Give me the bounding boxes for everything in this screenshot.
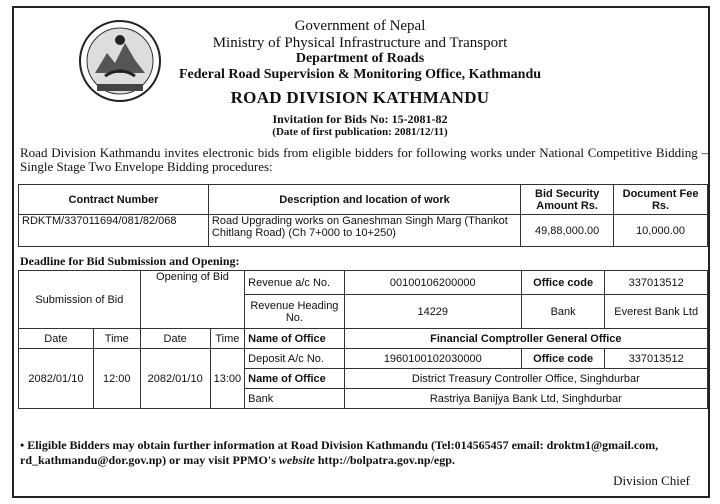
opening-date: 2082/01/10 <box>140 349 210 409</box>
submission-time-label: Time <box>93 329 140 349</box>
bid-security-amount: 49,88,000.00 <box>521 215 614 247</box>
table-row <box>19 329 708 349</box>
office-code-label: Office code <box>521 349 605 369</box>
header-document-fee: Document Fee Rs. <box>614 185 708 215</box>
contact-note <box>20 438 708 468</box>
signatory: Division Chief <box>613 473 690 488</box>
office-name-value: Financial Comptroller General Office <box>344 329 707 349</box>
header-description: Description and location of work <box>208 185 520 215</box>
deadline-label: Deadline for Bid Submission and Opening: <box>20 254 240 268</box>
works-table <box>18 184 708 247</box>
revenue-heading-label: Revenue Heading No. <box>245 295 344 329</box>
work-description: Road Upgrading works on Ganeshman Singh Marg (Thankot Chitlang Road) (Ch 7+000 to 10+250) <box>208 215 520 247</box>
office-name-label: Name of Office <box>245 329 344 349</box>
header-bid-security: Bid Security Amount Rs. <box>521 185 614 215</box>
table-row <box>19 215 708 247</box>
contract-number: RDKTM/337011694/081/82/068 <box>19 215 209 247</box>
revenue-ac-number: 00100106200000 <box>344 271 521 295</box>
document-fee: 10,000.00 <box>614 215 708 247</box>
office-name-label: Name of Office <box>245 369 344 389</box>
office-name-value: District Treasury Controller Office, Singhdurbar <box>344 369 707 389</box>
page-title: ROAD DIVISION KATHMANDU <box>230 88 490 107</box>
deposit-ac-label: Deposit A/c No. <box>245 349 344 369</box>
table-row <box>19 271 708 295</box>
revenue-heading-number: 14229 <box>344 295 521 329</box>
contact-text: • Eligible Bidders may obtain further information at Road Division Kathmandu (Tel:014565457 email: droktm1@gmail.com, rd_kathmandu@dor.gov.np) or may visit PPMO's <box>20 438 659 467</box>
deposit-ac-number: 1960100102030000 <box>344 349 521 369</box>
bank-name: Rastriya Banijya Bank Ltd, Singhdurbar <box>344 389 707 409</box>
header-ministry: Ministry of Physical Infrastructure and Transport <box>212 35 508 51</box>
opening-label: Opening of Bid <box>140 271 244 329</box>
header-contract-number: Contract Number <box>19 185 209 215</box>
schedule-table <box>18 270 708 409</box>
website-word: website <box>278 453 315 467</box>
office-code-label: Office code <box>521 271 605 295</box>
office-code-value: 337013512 <box>605 349 708 369</box>
opening-date-label: Date <box>140 329 210 349</box>
invitation-number: Invitation for Bids No: 15-2081-82 <box>272 112 448 126</box>
submission-time: 12:00 <box>93 349 140 409</box>
bank-label: Bank <box>521 295 605 329</box>
opening-time-label: Time <box>210 329 245 349</box>
works-header-row <box>19 185 708 215</box>
bank-name: Everest Bank Ltd <box>605 295 708 329</box>
publication-date: (Date of first publication: 2081/12/11) <box>272 126 448 138</box>
header-department: Department of Roads <box>295 51 425 66</box>
header-government: Government of Nepal <box>294 18 426 34</box>
office-code-value: 337013512 <box>605 271 708 295</box>
bank-label: Bank <box>245 389 344 409</box>
bolpatra-link[interactable]: http://bolpatra.gov.np/egp. <box>314 453 455 467</box>
submission-date: 2082/01/10 <box>19 349 94 409</box>
intro-paragraph: Road Division Kathmandu invites electronic bids from eligible bidders for following works under National Competitive Bidding – Single Stage Two Envelope Bidding procedures: <box>20 145 708 174</box>
opening-time: 13:00 <box>210 349 245 409</box>
submission-date-label: Date <box>19 329 94 349</box>
header-office: Federal Road Supervision & Monitoring Office, Kathmandu <box>178 67 542 82</box>
table-row <box>19 349 708 369</box>
submission-label: Submission of Bid <box>19 271 141 329</box>
revenue-ac-label: Revenue a/c No. <box>245 271 344 295</box>
